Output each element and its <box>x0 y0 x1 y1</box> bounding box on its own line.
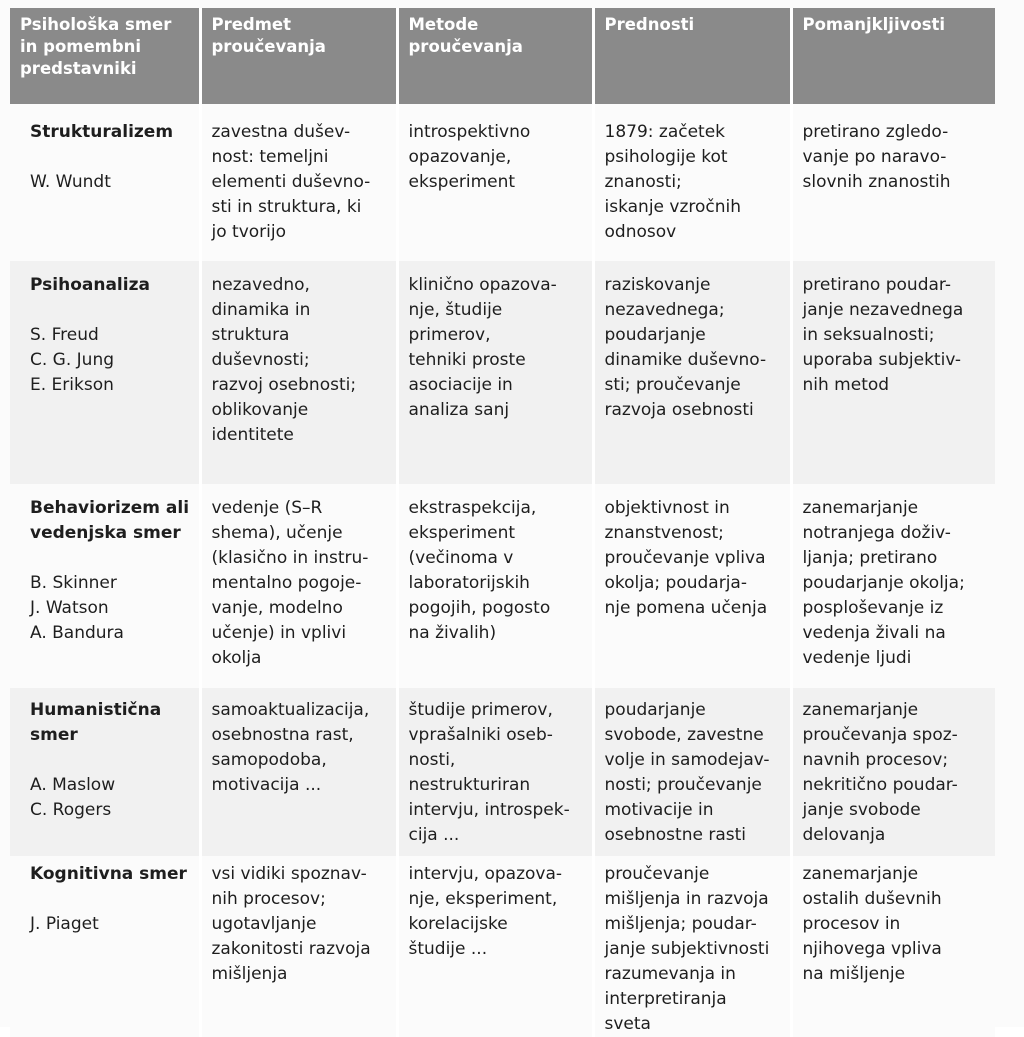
cell-line: poudarjanje <box>604 700 706 720</box>
cell-line: slovnih znanostih <box>802 172 951 192</box>
spacer <box>30 546 193 571</box>
cell-line: introspektivno <box>408 122 531 142</box>
school-name-line: smer <box>30 725 78 745</box>
school-name-line: Kognitivna smer <box>30 864 187 884</box>
cell-methods <box>397 261 593 484</box>
table-row <box>10 261 995 484</box>
cell-line: okolja; poudarja- <box>604 573 747 593</box>
cell-line: mentalno pogoje- <box>211 573 362 593</box>
table-row <box>10 688 995 856</box>
cell-line: poudarjanje okolja; <box>802 573 965 593</box>
cell-advantages <box>593 484 791 688</box>
cell-line: zanemarjanje <box>802 864 919 884</box>
cell-line: mišljenja <box>211 964 288 984</box>
cell-subject <box>200 261 397 484</box>
representative-name: S. Freud <box>30 325 99 345</box>
cell-line: psihologije kot <box>604 147 728 167</box>
cell-line: tehniki proste <box>408 350 526 370</box>
spacer <box>30 298 193 323</box>
cell-line: nestrukturiran <box>408 775 531 795</box>
cell-line: pogojih, pogosto <box>408 598 551 618</box>
table-row <box>10 484 995 688</box>
cell-line: vprašalniki oseb- <box>408 725 553 745</box>
cell-line: eksperiment <box>408 523 516 543</box>
cell-line: nje pomena učenja <box>604 598 768 618</box>
cell-school <box>10 856 200 1037</box>
cell-line: intervju, introspek- <box>408 800 570 820</box>
cell-line: klinično opazova- <box>408 275 557 295</box>
representative-name: B. Skinner <box>30 573 117 593</box>
cell-line: vedenje (S–R <box>211 498 323 518</box>
header-line: Psihološka smer <box>20 15 172 34</box>
cell-line: mišljenja; poudar- <box>604 914 757 934</box>
cell-line: odnosov <box>604 222 677 242</box>
cell-line: ugotavljanje <box>211 914 317 934</box>
school-name-line: vedenjska smer <box>30 523 181 543</box>
cell-line: uporaba subjektiv- <box>802 350 962 370</box>
cell-line: duševnosti; <box>211 350 310 370</box>
cell-line: (večinoma v <box>408 548 514 568</box>
cell-line: proučevanje <box>604 864 710 884</box>
cell-line: študije primerov, <box>408 700 553 720</box>
cell-school <box>10 104 200 261</box>
cell-line: nost: temeljni <box>211 147 329 167</box>
representative-name: A. Maslow <box>30 775 116 795</box>
cell-subject <box>200 484 397 688</box>
school-name-line: Strukturalizem <box>30 122 174 142</box>
cell-line: razumevanja in <box>604 964 736 984</box>
cell-line: ostalih duševnih <box>802 889 942 909</box>
cell-line: nih procesov; <box>211 889 326 909</box>
cell-line: analiza sanj <box>408 400 510 420</box>
cell-advantages <box>593 688 791 856</box>
cell-line: raziskovanje <box>604 275 711 295</box>
cell-line: janje nezavednega <box>802 300 964 320</box>
cell-line: osebnostna rast, <box>211 725 354 745</box>
representative-name: A. Bandura <box>30 623 124 643</box>
cell-line: nezavednega; <box>604 300 725 320</box>
cell-school <box>10 688 200 856</box>
cell-line: razvoja osebnosti <box>604 400 754 420</box>
cell-advantages <box>593 856 791 1037</box>
cell-line: dinamike duševno- <box>604 350 767 370</box>
table-row <box>10 104 995 261</box>
cell-line: nosti, <box>408 750 456 770</box>
representative-name: W. Wundt <box>30 172 111 192</box>
cell-line: navnih procesov; <box>802 750 949 770</box>
cell-line: vanje, modelno <box>211 598 343 618</box>
cell-line: pretirano poudar- <box>802 275 951 295</box>
cell-line: svobode, zavestne <box>604 725 764 745</box>
cell-school <box>10 261 200 484</box>
cell-line: primerov, <box>408 325 491 345</box>
cell-advantages <box>593 104 791 261</box>
cell-line: laboratorijskih <box>408 573 530 593</box>
cell-line: sti in struktura, ki <box>211 197 362 217</box>
cell-methods <box>397 688 593 856</box>
header-line: Predmet <box>211 15 292 34</box>
cell-line: dinamika in <box>211 300 311 320</box>
cell-shortcomings <box>791 688 995 856</box>
header-line: in pomembni <box>20 37 142 56</box>
cell-line: motivacija ... <box>211 775 322 795</box>
representative-name: J. Piaget <box>30 914 99 934</box>
header-subject <box>200 8 397 104</box>
cell-methods <box>397 484 593 688</box>
cell-line: shema), učenje <box>211 523 343 543</box>
header-school <box>10 8 200 104</box>
header-line: proučevanja <box>211 37 326 56</box>
representative-name: J. Watson <box>30 598 109 618</box>
cell-line: cija ... <box>408 825 460 845</box>
cell-line: poudarjanje <box>604 325 706 345</box>
cell-subject <box>200 104 397 261</box>
cell-line: nje, študije <box>408 300 503 320</box>
cell-line: okolja <box>211 648 262 668</box>
cell-line: asociacije in <box>408 375 513 395</box>
cell-line: zavestna dušev- <box>211 122 351 142</box>
cell-line: elementi duševno- <box>211 172 371 192</box>
cell-line: eksperiment <box>408 172 516 192</box>
cell-line: njihovega vpliva <box>802 939 942 959</box>
header-shortcomings <box>791 8 995 104</box>
cell-line: nih metod <box>802 375 890 395</box>
cell-line: nosti; proučevanje <box>604 775 762 795</box>
header-line: proučevanja <box>408 37 523 56</box>
cell-line: na živalih) <box>408 623 497 643</box>
cell-line: ekstraspekcija, <box>408 498 537 518</box>
cell-line: nekritično poudar- <box>802 775 958 795</box>
cell-line: osebnostne rasti <box>604 825 746 845</box>
school-name-line: Humanistična <box>30 700 162 720</box>
header-line: Prednosti <box>604 15 695 34</box>
cell-line: notranjega doživ- <box>802 523 951 543</box>
cell-line: znanstvenost; <box>604 523 724 543</box>
cell-line: vedenja živali na <box>802 623 946 643</box>
cell-line: na mišljenje <box>802 964 906 984</box>
cell-subject <box>200 856 397 1037</box>
cell-line: nje, eksperiment, <box>408 889 558 909</box>
cell-line: razvoj osebnosti; <box>211 375 357 395</box>
cell-line: 1879: začetek <box>604 122 726 142</box>
cell-line: znanosti; <box>604 172 682 192</box>
cell-methods <box>397 104 593 261</box>
cell-line: delovanja <box>802 825 886 845</box>
cell-line: in seksualnosti; <box>802 325 935 345</box>
representative-name: E. Erikson <box>30 375 114 395</box>
cell-line: motivacije in <box>604 800 714 820</box>
cell-line: sti; proučevanje <box>604 375 741 395</box>
psychology-schools-table <box>10 8 995 1037</box>
cell-line: procesov in <box>802 914 901 934</box>
cell-line: identitete <box>211 425 294 445</box>
cell-shortcomings <box>791 856 995 1037</box>
cell-methods <box>397 856 593 1037</box>
cell-line: sveta <box>604 1014 651 1034</box>
representative-name: C. G. Jung <box>30 350 115 370</box>
cell-line: vsi vidiki spoznav- <box>211 864 367 884</box>
cell-line: vanje po naravo- <box>802 147 947 167</box>
header-line: Metode <box>408 15 479 34</box>
cell-line: oblikovanje <box>211 400 309 420</box>
cell-school <box>10 484 200 688</box>
cell-line: zakonitosti razvoja <box>211 939 371 959</box>
spacer <box>30 145 193 170</box>
cell-line: samoaktualizacija, <box>211 700 370 720</box>
cell-line: samopodoba, <box>211 750 327 770</box>
header-line: predstavniki <box>20 59 137 78</box>
cell-line: intervju, opazova- <box>408 864 563 884</box>
cell-line: proučevanje vpliva <box>604 548 766 568</box>
school-name-line: Psihoanaliza <box>30 275 150 295</box>
header-row <box>10 8 995 104</box>
cell-line: zanemarjanje <box>802 498 919 518</box>
cell-line: učenje) in vplivi <box>211 623 347 643</box>
cell-line: opazovanje, <box>408 147 512 167</box>
header-advantages <box>593 8 791 104</box>
cell-line: janje svobode <box>802 800 921 820</box>
header-line: Pomanjkljivosti <box>802 15 946 34</box>
cell-line: iskanje vzročnih <box>604 197 742 217</box>
cell-shortcomings <box>791 104 995 261</box>
cell-line: pretirano zgledo- <box>802 122 949 142</box>
cell-line: korelacijske <box>408 914 508 934</box>
cell-line: zanemarjanje <box>802 700 919 720</box>
cell-line: (klasično in instru- <box>211 548 369 568</box>
cell-line: ljanja; pretirano <box>802 548 938 568</box>
school-name-line: Behaviorizem ali <box>30 498 190 518</box>
cell-line: struktura <box>211 325 290 345</box>
cell-line: interpretiranja <box>604 989 727 1009</box>
cell-shortcomings <box>791 484 995 688</box>
cell-line: objektivnost in <box>604 498 730 518</box>
cell-line: posploševanje iz <box>802 598 944 618</box>
table-row <box>10 856 995 1037</box>
cell-line: študije ... <box>408 939 488 959</box>
representative-name: C. Rogers <box>30 800 112 820</box>
header-methods <box>397 8 593 104</box>
cell-line: janje subjektivnosti <box>604 939 770 959</box>
spacer <box>30 887 193 912</box>
cell-line: jo tvorijo <box>211 222 286 242</box>
cell-line: nezavedno, <box>211 275 310 295</box>
cell-shortcomings <box>791 261 995 484</box>
cell-subject <box>200 688 397 856</box>
spacer <box>30 748 193 773</box>
cell-line: mišljenja in razvoja <box>604 889 769 909</box>
cell-line: volje in samodejav- <box>604 750 770 770</box>
cell-line: proučevanja spoz- <box>802 725 958 745</box>
cell-line: vedenje ljudi <box>802 648 912 668</box>
cell-advantages <box>593 261 791 484</box>
